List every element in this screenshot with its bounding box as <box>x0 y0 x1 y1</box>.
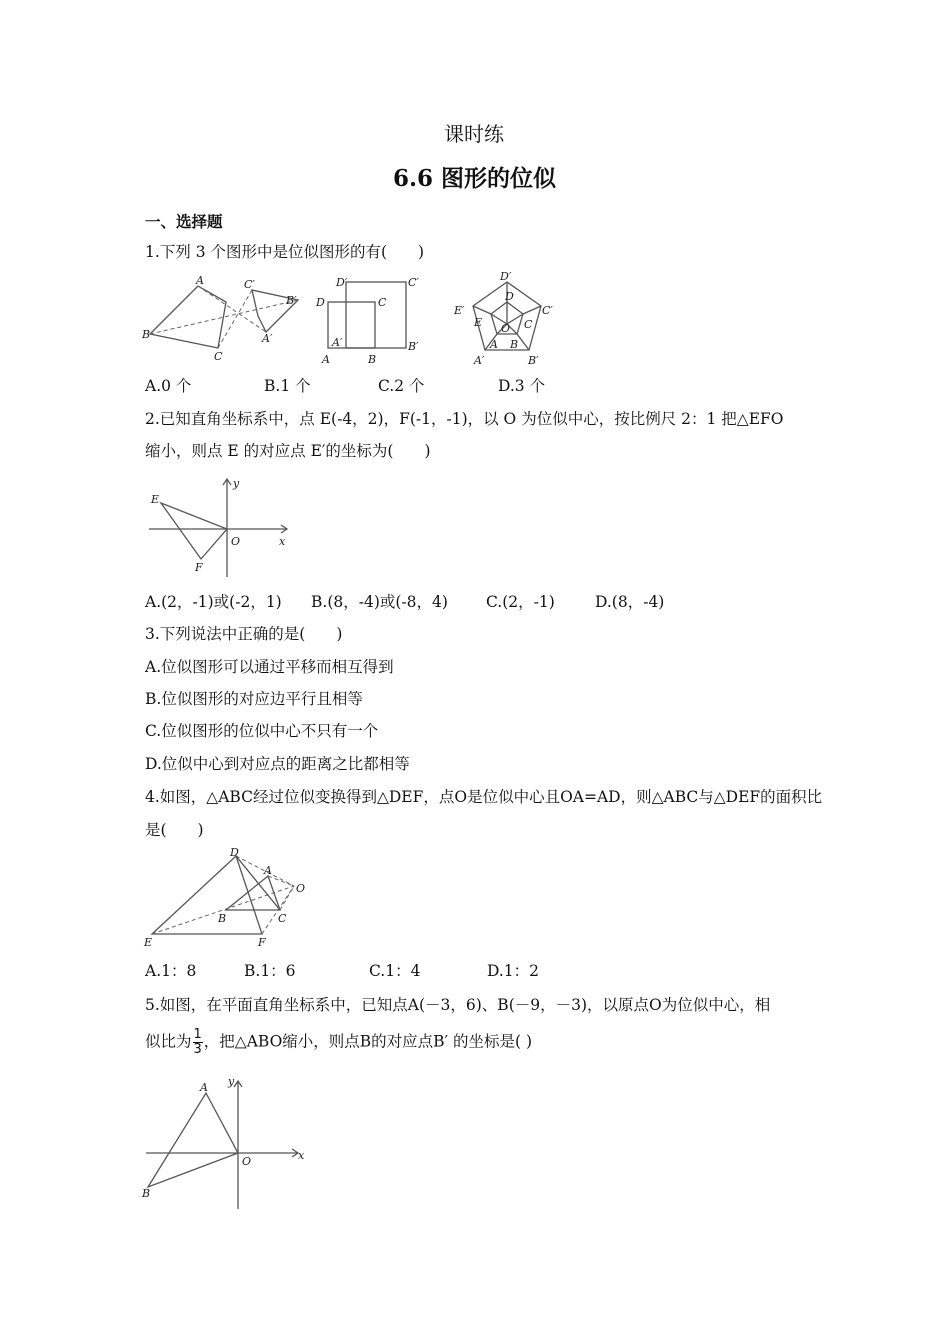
label: C′ <box>542 304 553 317</box>
label: y <box>228 1075 235 1088</box>
q2-stem-line1: 2.已知直角坐标系中，点 E(-4，2)，F(-1，-1)，以 O 为位似中心，按比例尺 2：1 把△EFO <box>145 410 784 428</box>
label: A <box>200 1081 208 1094</box>
q5-figure <box>140 1075 310 1215</box>
label: E <box>151 493 160 506</box>
label: C <box>378 296 387 309</box>
q4-stem-line1: 4.如图，△ABC经过位似变换得到△DEF，点O是位似中心且OA=AD，则△ABC与△DEF的面积比 <box>145 788 823 806</box>
q1-figure-2 <box>312 270 437 370</box>
label: E′ <box>454 304 465 317</box>
q5-stem-line2 <box>145 1028 532 1057</box>
triangle-efo <box>161 503 227 559</box>
label: C′ <box>408 276 419 289</box>
fraction-one-third <box>193 1028 203 1057</box>
q1-option-a[interactable]: A.0 个 <box>145 377 192 395</box>
q3-option-b[interactable]: B.位似图形的对应边平行且相等 <box>145 690 363 708</box>
q4-option-d[interactable]: D.1：2 <box>487 962 540 980</box>
triangle-abc <box>150 286 226 348</box>
q1-option-b[interactable]: B.1 个 <box>264 377 311 395</box>
q3-option-a[interactable]: A.位似图形可以通过平移而相互得到 <box>145 658 394 676</box>
label: C <box>214 350 223 363</box>
q1-option-d[interactable]: D.3 个 <box>498 377 546 395</box>
label: C <box>524 318 533 331</box>
label: F <box>258 936 266 949</box>
q1-stem: 1.下列 3 个图形中是位似图形的有( ) <box>145 243 425 261</box>
label: A <box>322 353 330 366</box>
q3-option-d[interactable]: D.位似中心到对应点的距离之比都相等 <box>145 755 410 773</box>
q4-option-a[interactable]: A.1：8 <box>145 962 197 980</box>
label: D′ <box>336 276 348 289</box>
q2-option-b[interactable]: B.(8，-4)或(-8，4) <box>311 593 448 611</box>
page-subtitle: 课时练 <box>444 122 504 146</box>
q1-figure-1 <box>140 270 310 370</box>
label: O <box>231 535 241 548</box>
label: E <box>474 316 483 329</box>
label: x <box>279 535 286 548</box>
label: B′ <box>286 294 297 307</box>
label: C′ <box>244 278 255 291</box>
section-heading: 一、选择题 <box>145 213 223 231</box>
label: A <box>490 338 498 351</box>
q2-option-a[interactable]: A.(2，-1)或(-2，1) <box>145 593 282 611</box>
label: y <box>233 477 240 490</box>
label: C <box>278 912 287 925</box>
label: D <box>505 290 514 303</box>
label: A′ <box>332 336 343 349</box>
label: O <box>501 322 511 335</box>
q1-option-c[interactable]: C.2 个 <box>378 377 425 395</box>
label: B <box>510 338 519 351</box>
fraction-numerator: 1 <box>193 1027 202 1042</box>
q4-option-b[interactable]: B.1：6 <box>244 962 296 980</box>
label: E <box>144 936 153 949</box>
page-title: 6.6 图形的位似 <box>393 165 557 192</box>
label: B <box>368 353 377 366</box>
square-large <box>346 282 406 348</box>
q5-stem-pre: 似比为 <box>145 1032 192 1051</box>
triangle-abo <box>148 1093 238 1187</box>
label: B <box>142 328 151 341</box>
q4-option-c[interactable]: C.1：4 <box>369 962 421 980</box>
q2-option-c[interactable]: C.(2，-1) <box>486 593 555 611</box>
q5-stem-post: ，把△ABO缩小，则点B的对应点B′ 的坐标是( ) <box>203 1032 533 1051</box>
label: B′ <box>528 354 539 367</box>
q2-figure <box>145 473 295 583</box>
label: O <box>242 1155 252 1168</box>
q2-stem-line2: 缩小，则点 E 的对应点 E′的坐标为( ) <box>145 442 431 460</box>
label: A <box>264 864 272 877</box>
q3-stem: 3.下列说法中正确的是( ) <box>145 625 343 643</box>
q1-figure-3 <box>450 268 565 370</box>
label: B <box>142 1187 151 1200</box>
label: A <box>196 274 204 287</box>
q3-option-c[interactable]: C.位似图形的位似中心不只有一个 <box>145 722 379 740</box>
q4-figure <box>140 846 320 954</box>
label: B <box>218 912 227 925</box>
label: A′ <box>262 332 273 345</box>
label: D <box>316 296 325 309</box>
label: O <box>296 882 306 895</box>
label: F <box>195 561 203 574</box>
q2-option-d[interactable]: D.(8，-4) <box>595 593 665 611</box>
label: B′ <box>408 340 419 353</box>
label: D′ <box>500 270 512 283</box>
q5-stem-line1: 5.如图，在平面直角坐标系中，已知点A(－3，6)、B(－9，－3)，以原点O为位似中心，相 <box>145 996 771 1014</box>
fraction-denominator: 3 <box>193 1042 202 1057</box>
label: D <box>230 846 239 859</box>
label: x <box>298 1149 305 1162</box>
label: A′ <box>474 354 485 367</box>
q4-stem-line2: 是( ) <box>145 821 204 839</box>
